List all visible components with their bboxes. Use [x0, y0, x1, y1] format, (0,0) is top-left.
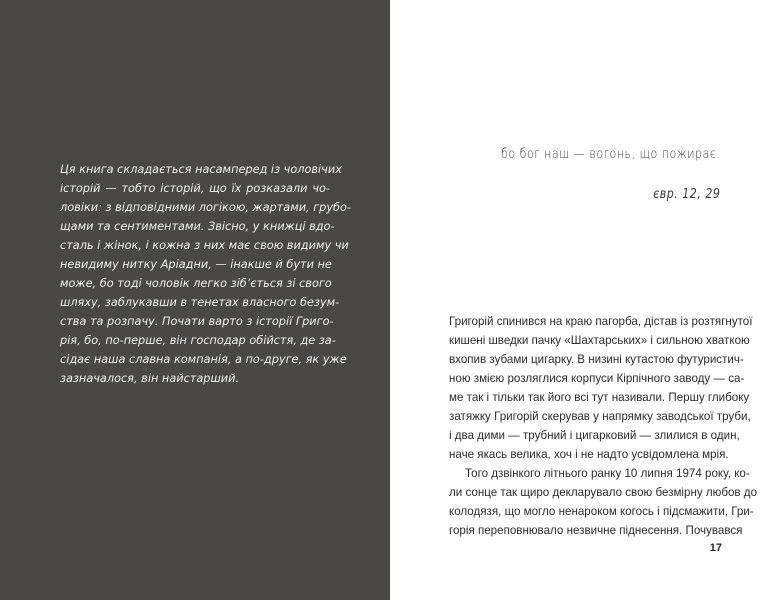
- epigraph-source: євр. 12, 29: [652, 186, 720, 202]
- intro-line: щами та сентиментами. Звісно, у книжці вдо-: [60, 220, 335, 233]
- intro-line: ловіки: з відповідними логікою, жартами, грубо-: [60, 201, 351, 214]
- body-line: колодязя, що могло ненароком когось і підсмажити, Гри-: [449, 505, 754, 518]
- intro-line: може, бо тоді чоловік легко зіб’ється зі свого: [60, 277, 332, 290]
- epigraph: [453, 146, 720, 202]
- intro-line: невидиму нитку Аріадни, — інакше й бути не: [60, 258, 332, 271]
- intro-line: історій — тобто історій, що їх розказали чо-: [60, 182, 330, 195]
- intro-line: Ця книга складається насамперед із чоловічих: [60, 163, 342, 176]
- body-line: Того дзвінкого літнього ранку 10 липня 1974 року, ко-: [465, 467, 750, 480]
- body-line: вхопив зубами цигарку. В низині кутастою футуристич-: [449, 353, 744, 366]
- body-line: і два дими — трубний і цигарковий — злилися в один,: [449, 429, 740, 442]
- body-line: ли сонце так щиро декларувало свою безмірну любов до: [449, 486, 758, 499]
- page-number: 17: [709, 542, 722, 554]
- body-line: горія переповнювало незвичне піднесення. Почувався: [449, 524, 743, 537]
- body-line: ною змією розляглися корпуси Кірпічного заводу — са-: [449, 372, 745, 385]
- intro-line: сталь і жінок, і кожна з них має свою видиму чи: [60, 239, 349, 252]
- chapter-body: [449, 312, 758, 540]
- intro-line: ства та розпачу. Почати варто з історії Григо-: [60, 315, 334, 328]
- intro-paragraph: [60, 160, 351, 388]
- body-line: наче якась велика, хоч і не надто усвідомлена мрія.: [449, 448, 729, 461]
- intro-line: сідає наша славна компанія, а по-друге, як уже: [60, 353, 347, 366]
- body-line: ме так і тільки так його всі тут називали. Першу глибоку: [449, 391, 750, 404]
- intro-line: шляху, заблукавши в тенетах власного безум-: [60, 296, 340, 309]
- body-line: затяжку Григорій скерував у напрямку заводської труби,: [449, 410, 751, 423]
- body-line: кишені шведки пачку «Шахтарських» і сильною хваткою: [449, 334, 750, 347]
- intro-line: рія, бо, по-перше, він господар обійстя, де за-: [60, 334, 336, 347]
- body-line: Григорій спинився на краю пагорба, дістав із розтягнутої: [449, 315, 753, 328]
- right-page: [390, 0, 780, 600]
- epigraph-text: бо бог наш — вогонь, що пожирає.: [500, 146, 720, 162]
- intro-line: зазначалося, він найстарший.: [60, 372, 240, 385]
